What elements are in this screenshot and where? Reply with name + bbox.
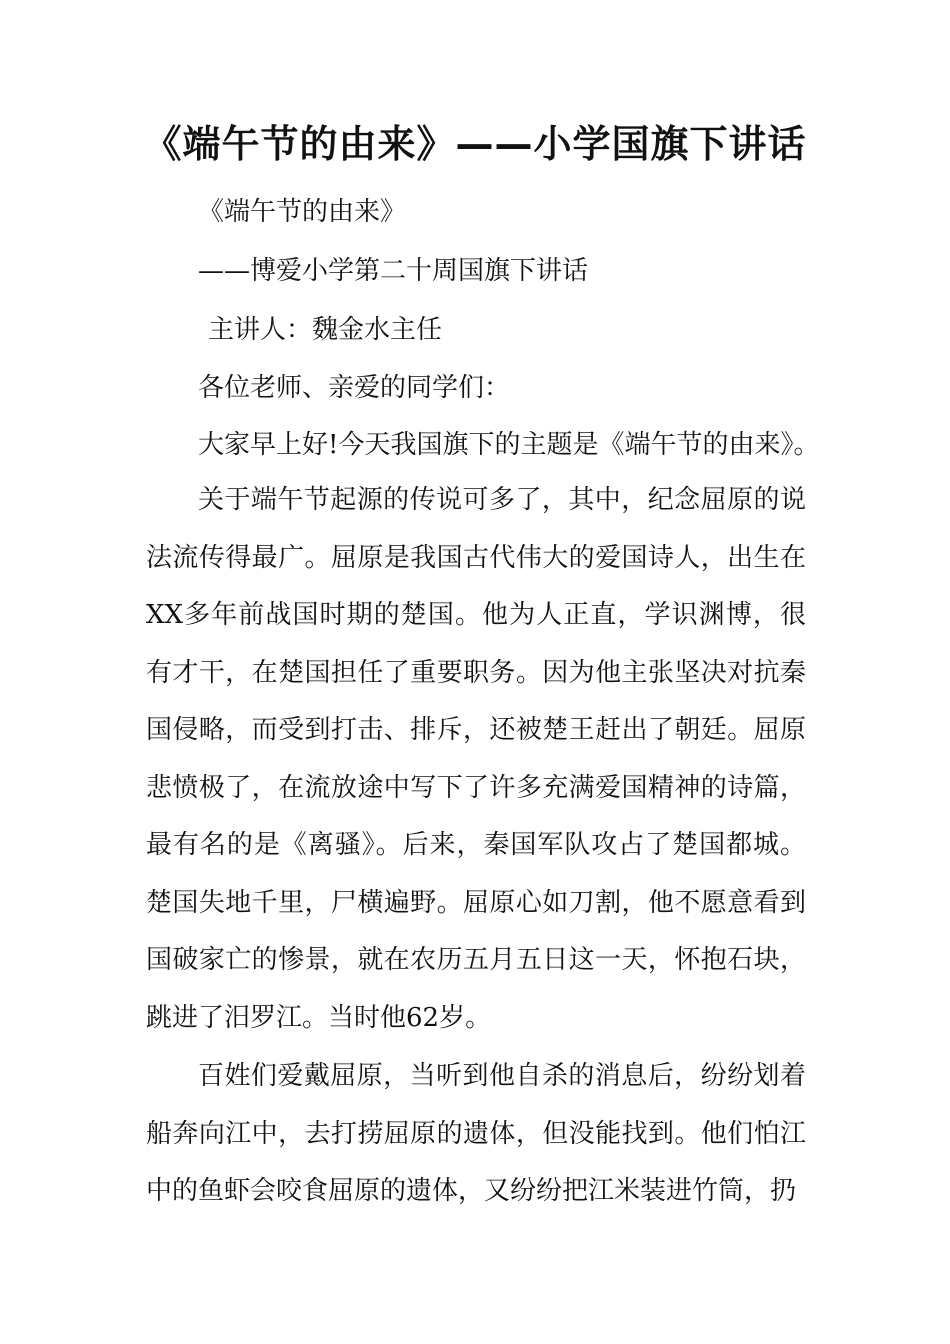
body-paragraph: 关于端午节起源的传说可多了，其中，纪念屈原的说法流传得最广。屈原是我国古代伟大的爱国诗人，出生在XX多年前战国时期的楚国。他为人正直，学识渊博，很有才干，在楚国担任了重要职务。因为他主张坚决对抗秦国侵略，而受到打击、排斥，还被楚王赶出了朝廷。屈原悲愤极了，在流放途中写下了许多充满爱国精神的诗篇，最有名的是《离骚》。后来，秦国军队攻占了楚国都城。楚国失地千里，尸横遍野。屈原心如刀割，他不愿意看到国破家亡的惨景，就在农历五月五日这一天，怀抱石块，跳进了汨罗江。当时他62岁。: [146, 485, 806, 1033]
salutation: 各位老师、亲爱的同学们：: [198, 373, 511, 403]
page-title: 《端午节的由来》——小学国旗下讲话: [143, 122, 807, 166]
speaker-line: 主讲人：魏金水主任: [208, 315, 443, 345]
body-paragraph: 百姓们爱戴屈原，当听到他自杀的消息后，纷纷划着船奔向江中，去打捞屈原的遗体，但没能找到。他们怕江中的鱼虾会咬食屈原的遗体，又纷纷把江米装进竹筒，扔: [146, 1061, 806, 1206]
greeting-line: 大家早上好!今天我国旗下的主题是《端午节的由来》。: [198, 430, 820, 460]
event-line: ——博爱小学第二十周国旗下讲话: [198, 256, 589, 286]
subtitle: 《端午节的由来》: [198, 197, 407, 227]
